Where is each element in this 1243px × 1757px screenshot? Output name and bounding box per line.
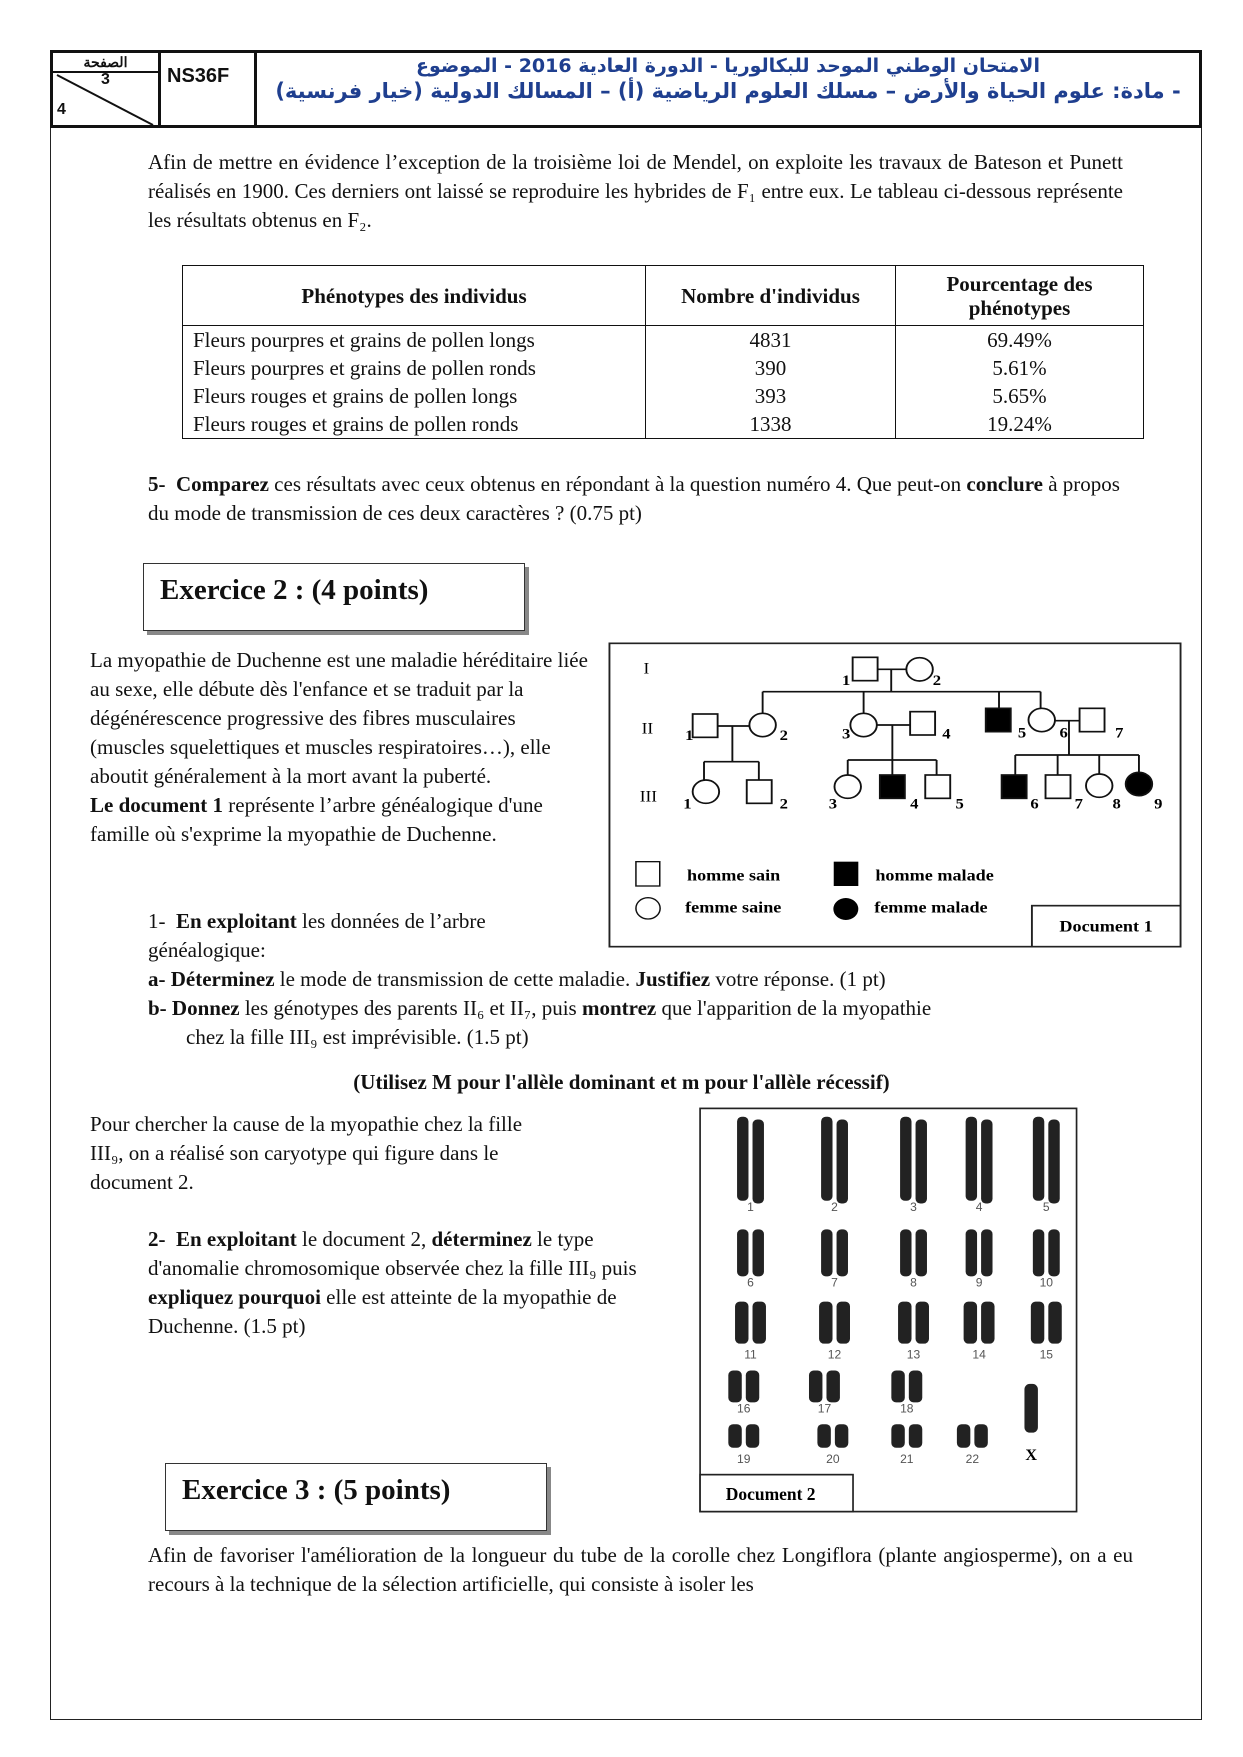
- chromosome-label: 11: [744, 1347, 757, 1362]
- individual-number: 7: [1115, 725, 1124, 742]
- chromosome: [916, 1302, 929, 1344]
- chromosome-label: 10: [1039, 1275, 1054, 1290]
- individual-number: 5: [1017, 725, 1027, 742]
- male-affected-icon: [986, 708, 1011, 731]
- individual-number: 4: [942, 726, 951, 743]
- chromosome-label: 21: [900, 1451, 914, 1466]
- q-text: ces résultats avec ceux obtenus en répondant à la question numéro 4. Que peut-on: [268, 472, 967, 496]
- female-affected-icon: [1126, 772, 1152, 795]
- q-keyword: En exploitant: [176, 909, 297, 933]
- exercise-2-title: Exercice 2 : (4 points): [143, 563, 525, 631]
- question-5: [148, 470, 1138, 528]
- chromosome: [837, 1302, 850, 1344]
- results-table: [182, 265, 1144, 439]
- title-line-2: - مادة: علوم الحياة والأرض – مسلك العلوم الرياضية (أ) – المسالك الدولية (خيار فرنسية): [275, 79, 1181, 103]
- q-text: le mode de transmission de cette maladie.: [274, 967, 636, 991]
- chromosome: [957, 1424, 970, 1448]
- chromosome-label: 14: [972, 1347, 986, 1362]
- male-healthy-icon: [747, 780, 772, 803]
- chromosome-label: 9: [975, 1275, 983, 1290]
- q-num: 1-: [148, 909, 166, 933]
- chromosome: [916, 1119, 927, 1203]
- q-keyword: Comparez: [176, 472, 269, 496]
- cell: 19.24%: [896, 410, 1144, 439]
- chromosome: [900, 1229, 911, 1276]
- table-row: [183, 326, 1144, 355]
- cell: 4831: [646, 326, 896, 355]
- chromosome-label: 12: [827, 1347, 842, 1362]
- chromosome-label: 7: [831, 1275, 838, 1290]
- document-2-label: Document 2: [725, 1483, 816, 1504]
- intro-paragraph: Afin de mettre en évidence l’exception de la troisième loi de Mendel, on exploite les travaux de Bateson et Punett réalisés en 1900. Ces derniers ont laissé se reproduire les hybrides de F₁ entre eux. Le tableau ci-dessous représente les résultats obtenus en F₂.: [148, 150, 1123, 232]
- chromosome: [728, 1370, 741, 1402]
- chromosome: [916, 1229, 927, 1276]
- female-healthy-icon: [693, 780, 719, 803]
- individual-number: 6: [1030, 796, 1039, 813]
- q-text: à propos du mode de transmission de ces deux caractères ? (0.75 pt): [148, 472, 1120, 525]
- cell: Fleurs rouges et grains de pollen longs: [183, 382, 646, 410]
- cell: 5.61%: [896, 354, 1144, 382]
- q-keyword: déterminez: [431, 1227, 532, 1251]
- chromosome: [735, 1302, 748, 1344]
- chromosome: [837, 1229, 848, 1276]
- chromosome: [753, 1119, 764, 1203]
- table-header: Phénotypes des individus: [183, 266, 646, 326]
- chromosome: [835, 1424, 848, 1448]
- individual-number: 2: [779, 727, 788, 744]
- chromosome-label: 19: [737, 1451, 751, 1466]
- individual-number: 8: [1112, 796, 1121, 813]
- table-row: [183, 354, 1144, 382]
- table-row: [183, 382, 1144, 410]
- cell: 390: [646, 354, 896, 382]
- question-1: [148, 907, 578, 965]
- title-line-1: الامتحان الوطني الموحد للبكالوريا - الدورة العادية 2016 - الموضوع: [416, 55, 1040, 77]
- chromosome: [898, 1302, 911, 1344]
- individual-number: 2: [779, 796, 788, 813]
- q-keyword: b- Donnez: [148, 996, 240, 1020]
- chromosome: [817, 1424, 830, 1448]
- chromosome: [966, 1229, 977, 1276]
- legend-affected-female-icon: [833, 898, 858, 920]
- chromosome-label: 20: [826, 1451, 840, 1466]
- chromosome-label: 8: [910, 1275, 917, 1290]
- q-text: représente l’arbre généalogique d'une famille où s'exprime la myopathie de Duchenne.: [90, 793, 543, 846]
- q-text: le type d'anomalie chromosomique observée chez la fille III₉ puis: [148, 1227, 637, 1280]
- chromosome: [1048, 1229, 1059, 1276]
- cell: Fleurs rouges et grains de pollen ronds: [183, 410, 646, 439]
- ex3-text: Afin de favoriser l'amélioration de la longueur du tube de la corolle chez Longiflora (plante angiosperme), on a eu recours à la technique de la sélection artificielle, qui consiste à isoler les: [148, 1543, 1133, 1596]
- q-keyword: montrez: [581, 996, 657, 1020]
- q-text: votre réponse. (1 pt): [710, 967, 886, 991]
- chromosome-label: 22: [965, 1451, 980, 1466]
- male-healthy-icon: [910, 712, 935, 735]
- exercise-3-title: Exercice 3 : (5 points): [165, 1463, 547, 1531]
- q-text: le document 2,: [296, 1227, 432, 1251]
- chromosome: [981, 1229, 992, 1276]
- female-healthy-icon: [1086, 774, 1112, 797]
- chromosome: [891, 1370, 904, 1402]
- q-keyword: a- Déterminez: [148, 967, 275, 991]
- chromosome: [809, 1370, 822, 1402]
- legend-healthy-female-icon: [636, 898, 660, 919]
- q-keyword: Le document 1: [90, 793, 223, 817]
- chromosome-label: 18: [900, 1401, 914, 1416]
- individual-number: 1: [683, 796, 692, 813]
- q-keyword: expliquez pourquoi: [148, 1285, 321, 1309]
- chromosome: [1033, 1229, 1044, 1276]
- chromosome-label: 3: [910, 1199, 917, 1214]
- table-row: [183, 410, 1144, 439]
- legend-label: femme malade: [874, 898, 988, 917]
- document-1-label: Document 1: [1059, 917, 1153, 936]
- cell: 1338: [646, 410, 896, 439]
- female-healthy-icon: [906, 658, 932, 681]
- legend-label: homme malade: [875, 866, 994, 885]
- cell: 393: [646, 382, 896, 410]
- q-keyword: En exploitant: [176, 1227, 297, 1251]
- legend-affected-male-icon: [834, 862, 859, 886]
- cell: 69.49%: [896, 326, 1144, 355]
- page-current: 3: [101, 71, 110, 88]
- q-text: les données de l’arbre généalogique:: [148, 909, 486, 962]
- female-healthy-icon: [834, 775, 860, 798]
- chromosome: [837, 1119, 848, 1203]
- chromosome: [826, 1370, 839, 1402]
- chromosome: [737, 1229, 748, 1276]
- chromosome-label: 15: [1039, 1347, 1054, 1362]
- chromosome: [900, 1117, 911, 1201]
- chromosome: [746, 1424, 759, 1448]
- legend-healthy-male-icon: [636, 862, 660, 886]
- chromosome-label: 1: [747, 1199, 754, 1214]
- generation-label: III: [639, 787, 658, 806]
- question-2: [148, 1225, 683, 1341]
- legend-label: femme saine: [685, 898, 782, 917]
- allele-note: (Utilisez M pour l'allèle dominant et m pour l'allèle récessif): [353, 1070, 890, 1094]
- chromosome: [909, 1424, 922, 1448]
- chromosome: [819, 1302, 832, 1344]
- q-text: elle est atteinte de la myopathie de Duchenne. (1.5 pt): [148, 1285, 617, 1338]
- chromosome: [728, 1424, 741, 1448]
- male-healthy-icon: [1080, 708, 1105, 731]
- ex2-text: [90, 646, 590, 849]
- individual-number: 9: [1154, 796, 1163, 813]
- male-affected-icon: [1002, 775, 1027, 798]
- individual-number: 5: [955, 796, 964, 813]
- question-1b: [148, 994, 1148, 1052]
- chromosome-label: 13: [906, 1347, 921, 1362]
- karyotype-document-2: [690, 1100, 1090, 1520]
- chromosome: [1048, 1302, 1061, 1344]
- exam-code: NS36F: [161, 53, 257, 125]
- cell: 5.65%: [896, 382, 1144, 410]
- chromosome: [909, 1370, 922, 1402]
- male-healthy-icon: [925, 775, 950, 798]
- chromosome: [981, 1302, 994, 1344]
- female-healthy-icon: [749, 713, 775, 736]
- individual-number: 3: [828, 796, 838, 813]
- individual-number: 3: [842, 726, 851, 743]
- individual-number: 1: [842, 672, 851, 689]
- chromosome-label: X: [1025, 1447, 1038, 1465]
- q-text: que l'apparition de la myopathie: [656, 996, 932, 1020]
- chromosome: [821, 1229, 832, 1276]
- individual-number: 6: [1059, 725, 1068, 742]
- individual-number: 1: [685, 727, 694, 744]
- q-num: 2-: [148, 1227, 166, 1251]
- individual-number: 7: [1074, 796, 1083, 813]
- female-healthy-icon: [1029, 708, 1055, 731]
- individual-number: 2: [932, 672, 942, 689]
- chromosome: [981, 1119, 992, 1203]
- chromosome-label: 6: [747, 1275, 754, 1290]
- male-healthy-icon: [693, 714, 718, 737]
- question-1a: [148, 965, 1148, 994]
- generation-label: II: [641, 719, 654, 738]
- q-keyword: Justifiez: [635, 967, 711, 991]
- chromosome-x: [1024, 1384, 1037, 1433]
- table-header: Pourcentage des phénotypes: [896, 266, 1144, 326]
- legend-label: homme sain: [686, 866, 781, 885]
- page-number-box: [53, 53, 161, 125]
- male-affected-icon: [880, 775, 905, 798]
- exam-title: [257, 53, 1199, 125]
- chromosome: [821, 1117, 832, 1201]
- ex2-intro: La myopathie de Duchenne est une maladie héréditaire liée au sexe, elle débute dès l'enfance et se traduit par la dégénérescence progressive des fibres musculaires (muscles squelettiques et muscles respiratoires…), elle aboutit généralement à la mort avant la puberté.: [90, 648, 588, 788]
- chromosome: [1031, 1302, 1044, 1344]
- chromosome: [964, 1302, 977, 1344]
- chromosome: [746, 1370, 759, 1402]
- chromosome: [1048, 1119, 1059, 1203]
- chromosome: [737, 1117, 748, 1201]
- chromosome: [966, 1117, 977, 1201]
- individual-number: 4: [910, 796, 919, 813]
- female-healthy-icon: [850, 713, 876, 736]
- male-healthy-icon: [853, 657, 878, 680]
- exam-header: [50, 50, 1202, 128]
- q-keyword: conclure: [966, 472, 1043, 496]
- chromosome: [753, 1229, 764, 1276]
- q-text: chez la fille III₉ est imprévisible. (1.5 pt): [186, 1025, 529, 1049]
- chromosome: [974, 1424, 987, 1448]
- q-num: 5-: [148, 472, 166, 496]
- generation-label: I: [643, 659, 650, 678]
- chromosome-label: 17: [817, 1401, 832, 1416]
- chromosome: [1033, 1117, 1044, 1201]
- cell: Fleurs pourpres et grains de pollen longs: [183, 326, 646, 355]
- male-healthy-icon: [1046, 775, 1071, 798]
- karyotype-intro: Pour chercher la cause de la myopathie chez la fille III₉, on a réalisé son caryotype qui figure dans le document 2.: [90, 1112, 523, 1194]
- chromosome-label: 5: [1042, 1199, 1050, 1214]
- page-label: الصفحة: [53, 53, 158, 73]
- chromosome: [891, 1424, 904, 1448]
- table-header: Nombre d'individus: [646, 266, 896, 326]
- cell: Fleurs pourpres et grains de pollen ronds: [183, 354, 646, 382]
- q-text: les génotypes des parents II₆ et II₇, puis: [239, 996, 582, 1020]
- chromosome-label: 4: [975, 1199, 983, 1214]
- chromosome-label: 2: [831, 1199, 838, 1214]
- page-total: 4: [57, 101, 66, 118]
- chromosome-label: 16: [737, 1401, 751, 1416]
- pedigree-document-1: [600, 640, 1190, 960]
- chromosome: [753, 1302, 766, 1344]
